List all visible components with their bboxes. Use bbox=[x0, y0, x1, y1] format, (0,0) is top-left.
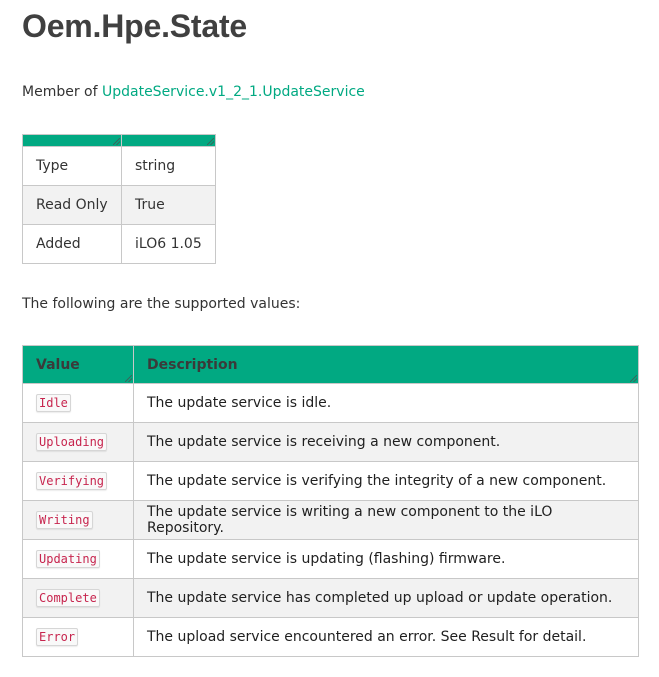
resize-grip-icon[interactable] bbox=[113, 138, 120, 145]
value-cell bbox=[23, 462, 134, 501]
column-header-label: Description bbox=[147, 356, 238, 373]
enum-value: Verifying bbox=[36, 472, 107, 490]
description-cell: The update service is idle. bbox=[134, 384, 639, 423]
table-row bbox=[23, 225, 216, 264]
description-cell: The update service is verifying the integrity of a new component. bbox=[134, 462, 639, 501]
description-cell: The update service is writing a new component to the iLO Repository. bbox=[134, 501, 639, 540]
column-header-description bbox=[134, 346, 639, 384]
table-row bbox=[23, 423, 639, 462]
table-row bbox=[23, 186, 216, 225]
table-row bbox=[23, 540, 639, 579]
table-row bbox=[23, 384, 639, 423]
enum-value: Uploading bbox=[36, 433, 107, 451]
property-table bbox=[22, 134, 216, 264]
table-row bbox=[23, 618, 639, 657]
enum-value: Error bbox=[36, 628, 78, 646]
description-cell: The update service is receiving a new component. bbox=[134, 423, 639, 462]
property-value: string bbox=[122, 147, 216, 186]
value-cell bbox=[23, 618, 134, 657]
header-cell bbox=[122, 135, 216, 147]
table-row bbox=[23, 147, 216, 186]
enum-value: Updating bbox=[36, 550, 100, 568]
description-cell: The upload service encountered an error. See Result for detail. bbox=[134, 618, 639, 657]
description-cell: The update service has completed up upload or update operation. bbox=[134, 579, 639, 618]
property-key: Read Only bbox=[23, 186, 122, 225]
column-header-value bbox=[23, 346, 134, 384]
resize-grip-icon[interactable] bbox=[207, 138, 214, 145]
property-table-header bbox=[23, 135, 216, 147]
column-header-label: Value bbox=[36, 356, 80, 373]
property-key: Added bbox=[23, 225, 122, 264]
enum-value: Complete bbox=[36, 589, 100, 607]
description-cell: The update service is updating (flashing) firmware. bbox=[134, 540, 639, 579]
resize-grip-icon[interactable] bbox=[630, 375, 637, 382]
values-table-header bbox=[23, 346, 639, 384]
member-of-line bbox=[22, 82, 365, 102]
property-value: iLO6 1.05 bbox=[122, 225, 216, 264]
value-cell bbox=[23, 384, 134, 423]
value-cell bbox=[23, 579, 134, 618]
table-row bbox=[23, 462, 639, 501]
supported-values-intro: The following are the supported values: bbox=[22, 296, 301, 312]
value-cell bbox=[23, 501, 134, 540]
property-value: True bbox=[122, 186, 216, 225]
value-cell bbox=[23, 540, 134, 579]
page-title: Oem.Hpe.State bbox=[22, 8, 248, 44]
enum-value: Idle bbox=[36, 394, 71, 412]
resize-grip-icon[interactable] bbox=[125, 375, 132, 382]
member-link[interactable]: UpdateService.v1_2_1.UpdateService bbox=[101, 84, 365, 100]
table-row bbox=[23, 501, 639, 540]
member-prefix: Member of bbox=[22, 84, 102, 100]
property-key: Type bbox=[23, 147, 122, 186]
table-row bbox=[23, 579, 639, 618]
enum-value: Writing bbox=[36, 511, 93, 529]
values-table bbox=[22, 345, 639, 657]
value-cell bbox=[23, 423, 134, 462]
header-cell bbox=[23, 135, 122, 147]
